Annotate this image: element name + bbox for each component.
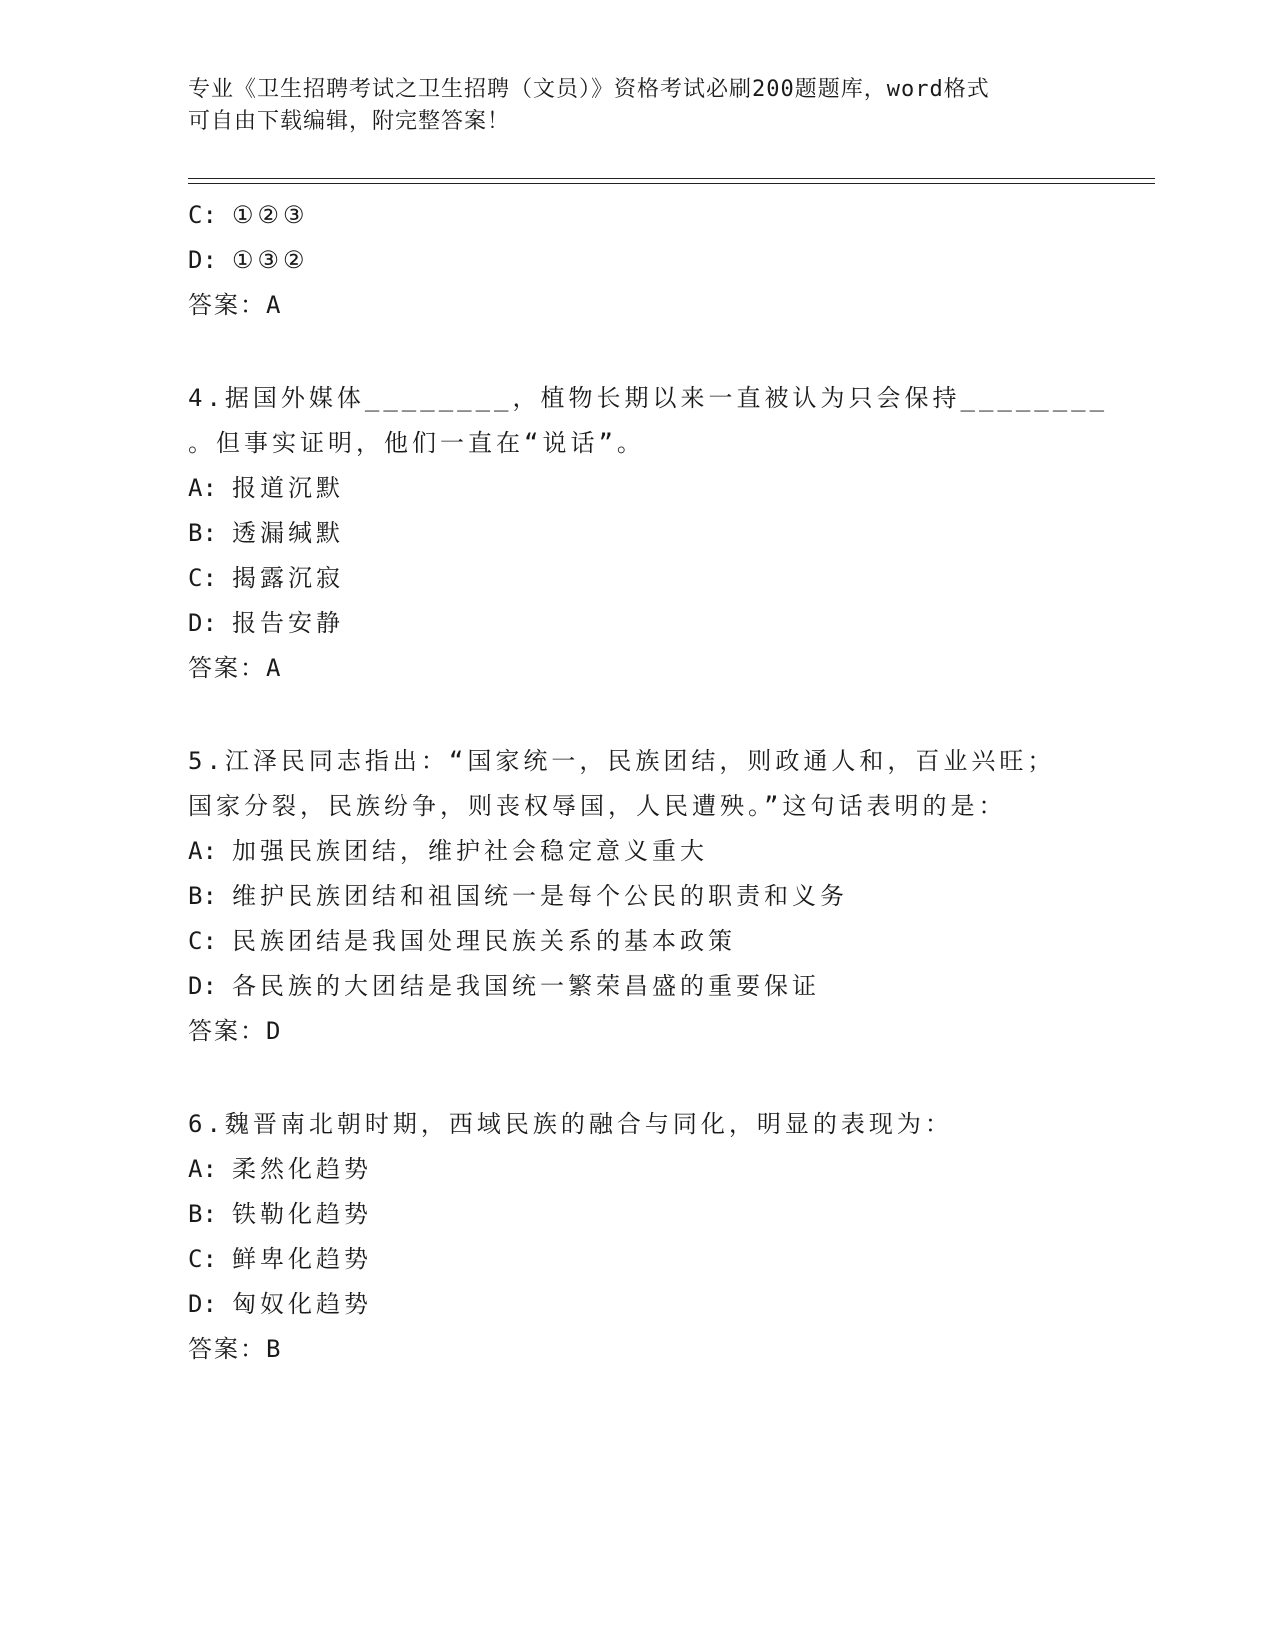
question-4	[188, 376, 1109, 691]
option-c: C: 民族团结是我国处理民族关系的基本政策	[188, 927, 736, 955]
question-stem-line: 5.江泽民同志指出：“国家统一，民族团结，则政通人和，百业兴旺；	[188, 747, 1056, 775]
page-header	[188, 74, 1088, 138]
option-c: C: 鲜卑化趋势	[188, 1245, 372, 1273]
question-3-tail	[188, 193, 1088, 328]
option-b: B: 铁勒化趋势	[188, 1200, 372, 1228]
question-5	[188, 739, 1088, 1054]
spacer	[188, 691, 1088, 739]
answer-line: 答案：A	[188, 291, 283, 319]
answer-line: 答案：B	[188, 1335, 283, 1363]
spacer	[188, 1054, 1088, 1102]
spacer	[188, 328, 1088, 376]
question-stem-line: 4.据国外媒体________，植物长期以来一直被认为只会保持________	[188, 384, 1109, 412]
question-list	[188, 193, 1109, 1372]
question-stem-line: 国家分裂，民族纷争，则丧权辱国，人民遭殃。”这句话表明的是：	[188, 792, 1007, 820]
option-b: B: 维护民族团结和祖国统一是每个公民的职责和义务	[188, 882, 848, 910]
option-a: A: 报道沉默	[188, 474, 344, 502]
header-divider-bottom	[188, 183, 1155, 184]
answer-line: 答案：D	[188, 1017, 283, 1045]
option-c: C: ①②③	[188, 201, 309, 229]
header-title-line-2: 可自由下载编辑，附完整答案！	[188, 109, 511, 134]
option-d: D: 各民族的大团结是我国统一繁荣昌盛的重要保证	[188, 972, 820, 1000]
header-title-line-1: 专业《卫生招聘考试之卫生招聘（文员）》资格考试必刷200题题库，word格式	[188, 77, 990, 102]
header-divider-top	[188, 178, 1155, 179]
question-stem-line: 6.魏晋南北朝时期，西域民族的融合与同化，明显的表现为：	[188, 1110, 953, 1138]
question-stem-line: 。但事实证明，他们一直在“说话”。	[188, 429, 645, 457]
option-a: A: 加强民族团结，维护社会稳定意义重大	[188, 837, 708, 865]
answer-line: 答案：A	[188, 654, 283, 682]
option-a: A: 柔然化趋势	[188, 1155, 372, 1183]
option-c: C: 揭露沉寂	[188, 564, 344, 592]
option-b: B: 透漏缄默	[188, 519, 344, 547]
option-d: D: 匈奴化趋势	[188, 1290, 372, 1318]
option-d: D: 报告安静	[188, 609, 344, 637]
option-d: D: ①③②	[188, 246, 309, 274]
question-6	[188, 1102, 1088, 1372]
